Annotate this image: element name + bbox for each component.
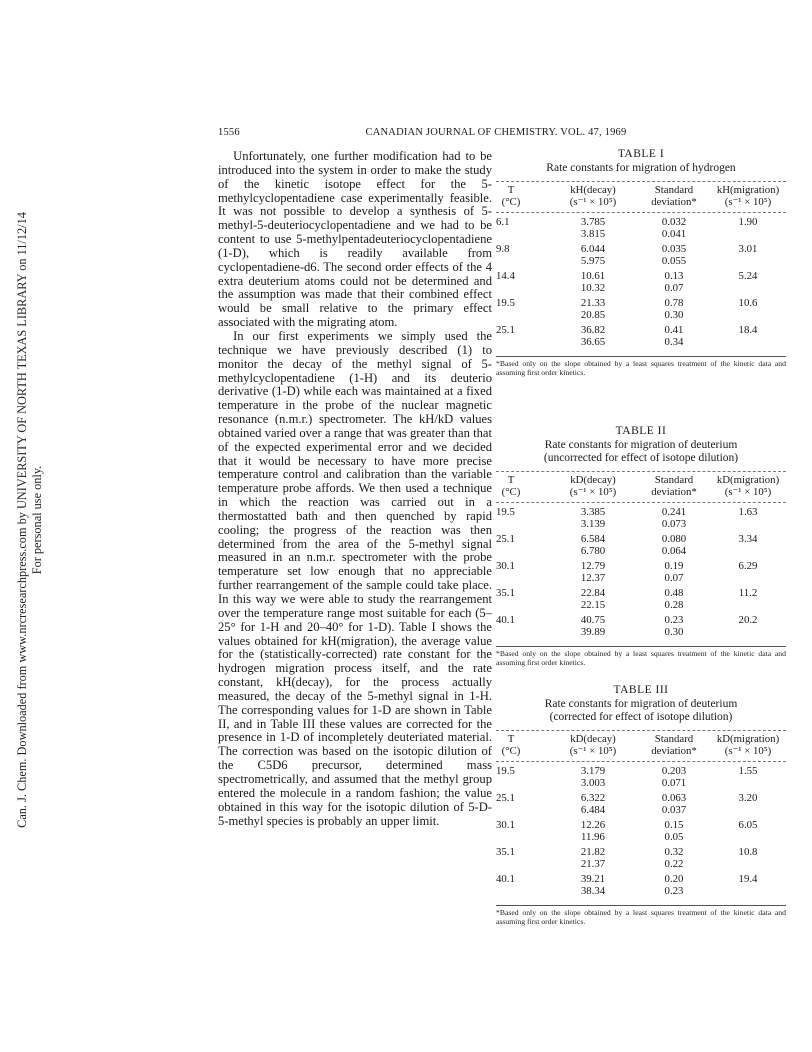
table-top-rule (496, 471, 786, 472)
table-bottom-rule (496, 646, 786, 647)
paragraph: Unfortunately, one further modification had to be introduced into the system in order to make the study of the kinetic isotope effect for the 5-methylcyclopentadiene case experimentally feasible. It was not possible to develop a synthesis of 5-methyl-5-deuteriocyclopentadiene and we had to be content to use 5-methylpentadeuteriocyclopentadiene (1-D), which is readily available from cyclopentadiene-d6. The second order effects of the 4 extra deuterium atoms could not be determined and the assumption was made that their combined effect would be small relative to the primary effect associated with the migrating atom. (218, 149, 492, 330)
header-std-dev: Standard deviation* (651, 474, 697, 498)
table-row: 14.4 10.61 10.32 0.13 0.07 5.24 (496, 270, 758, 294)
header-rule (496, 502, 786, 503)
caption-line: (corrected for effect of isotope dilution) (549, 711, 733, 723)
header-migration: kD(migration) (s⁻¹ × 10⁵) (716, 474, 780, 498)
table-caption (496, 439, 786, 465)
table-bottom-rule (496, 905, 786, 906)
table-label: TABLE III (613, 684, 669, 696)
table-caption (496, 698, 786, 724)
header-temperature: T (°C) (501, 184, 521, 208)
table-row: 40.1 39.21 38.34 0.20 0.23 19.4 (496, 873, 758, 897)
table-caption (496, 162, 786, 175)
header-temperature: T (°C) (501, 733, 521, 757)
caption-line: Rate constants for migration of hydrogen (546, 162, 736, 174)
table-row: 25.1 6.322 6.484 0.063 0.037 3.20 (496, 792, 758, 816)
table-row: 9.8 6.044 5.975 0.035 0.055 3.01 (496, 243, 758, 267)
download-notice (10, 190, 50, 850)
table-2 (496, 425, 786, 668)
table-row: 19.5 21.33 20.85 0.78 0.30 10.6 (496, 297, 758, 321)
header-decay: kD(decay) (s⁻¹ × 10⁵) (569, 733, 617, 757)
header-std-dev: Standard deviation* (651, 733, 697, 757)
header-std-dev: Standard deviation* (651, 184, 697, 208)
table-1 (496, 148, 786, 378)
table-label: TABLE II (615, 425, 667, 437)
table-row: 35.1 21.82 21.37 0.32 0.22 10.8 (496, 846, 758, 870)
table-row: 35.1 22.84 22.15 0.48 0.28 11.2 (496, 587, 758, 611)
header-decay: kD(decay) (s⁻¹ × 10⁵) (569, 474, 617, 498)
header-rule (496, 761, 786, 762)
table-3 (496, 684, 786, 927)
table-row: 19.5 3.385 3.139 0.241 0.073 1.63 (496, 506, 758, 530)
body-text-column (218, 150, 492, 828)
table-row: 30.1 12.26 11.96 0.15 0.05 6.05 (496, 819, 758, 843)
header-decay: kH(decay) (s⁻¹ × 10⁵) (569, 184, 617, 208)
table-row: 19.5 3.179 3.003 0.203 0.071 1.55 (496, 765, 758, 789)
header-migration: kD(migration) (s⁻¹ × 10⁵) (716, 733, 780, 757)
table-header-row (496, 185, 786, 212)
download-notice-text (15, 212, 45, 828)
journal-title: CANADIAN JOURNAL OF CHEMISTRY. VOL. 47, 1969 (365, 127, 627, 138)
table-row: 6.1 3.785 3.815 0.032 0.041 1.90 (496, 216, 758, 240)
caption-line: (uncorrected for effect of isotope dilution) (543, 452, 739, 464)
table-row: 40.1 40.75 39.89 0.23 0.30 20.2 (496, 614, 758, 638)
table-row: 25.1 36.82 36.65 0.41 0.34 18.4 (496, 324, 758, 348)
table-header-row (496, 475, 786, 502)
header-migration: kH(migration) (s⁻¹ × 10⁵) (716, 184, 780, 208)
table-footnote: *Based only on the slope obtained by a least squares treatment of the kinetic data and assuming first order kinetics. (496, 359, 786, 377)
usage-notice-line: For personal use only. (30, 465, 44, 575)
caption-line: Rate constants for migration of deuterium (544, 439, 738, 451)
table-bottom-rule (496, 356, 786, 357)
header-temperature: T (°C) (501, 474, 521, 498)
paragraph: In our first experiments we simply used the technique we have previously described (1) to monitor the decay of the methyl signal of 5-methylcyclopentadiene (1-H) and its deuterio derivative (1-D) while each was maintained at a fixed temperature in the probe of the nuclear magnetic resonance (n.m.r.) spectrometer. The kH/kD values obtained varied over a range that was greater than that of the expected experimental error and we decided that it would be necessary to have more precise temperature control and calibration than the variable temperature probe affords. We then used a technique in which the reaction was carried out in a thermostatted bath and then quenched by rapid cooling; the progress of the reaction was then determined from the area of the 5-methyl signal measured in an n.m.r. spectrometer with the probe temperature set low enough that no appreciable further rearrangement of the sample could take place. In this way we were able to study the rearrangement over the temperature range most suitable for each (5–25° for 1-H and 20–40° for 1-D). Table I shows the values obtained for kH(migration), the average value for the (statistically-corrected) rate constant for the hydrogen migration process itself, and the rate constant, kH(decay), for the process actually measured, the decay of the 5-methyl signal in 1-H. The corresponding values for 1-D are shown in Table II, and in Table III these values are corrected for the presence in 1-D of incompletely deuteriated material. The correction was based on the isotopic dilution of the C5D6 precursor, determined mass spectrometrically, and assumed that the methyl group entered the molecule in a random fashion; the value obtained in this way for the isotopic dilution of 5-D-5-methyl species is probably an upper limit. (218, 328, 492, 828)
table-label: TABLE I (617, 148, 665, 160)
table-top-rule (496, 730, 786, 731)
table-footnote: *Based only on the slope obtained by a least squares treatment of the kinetic data and assuming first order kinetics. (496, 649, 786, 667)
table-top-rule (496, 181, 786, 182)
caption-line: Rate constants for migration of deuterium (544, 698, 738, 710)
table-footnote: *Based only on the slope obtained by a least squares treatment of the kinetic data and assuming first order kinetics. (496, 908, 786, 926)
table-header-row (496, 734, 786, 761)
download-notice-line: Can. J. Chem. Downloaded from www.nrcresearchpress.com by UNIVERSITY OF NORTH TEXAS LIBRARY on 11/12/14 (15, 212, 29, 828)
header-rule (496, 212, 786, 213)
table-row: 25.1 6.584 6.780 0.080 0.064 3.34 (496, 533, 758, 557)
page-number: 1556 (218, 127, 240, 138)
table-row: 30.1 12.79 12.37 0.19 0.07 6.29 (496, 560, 758, 584)
